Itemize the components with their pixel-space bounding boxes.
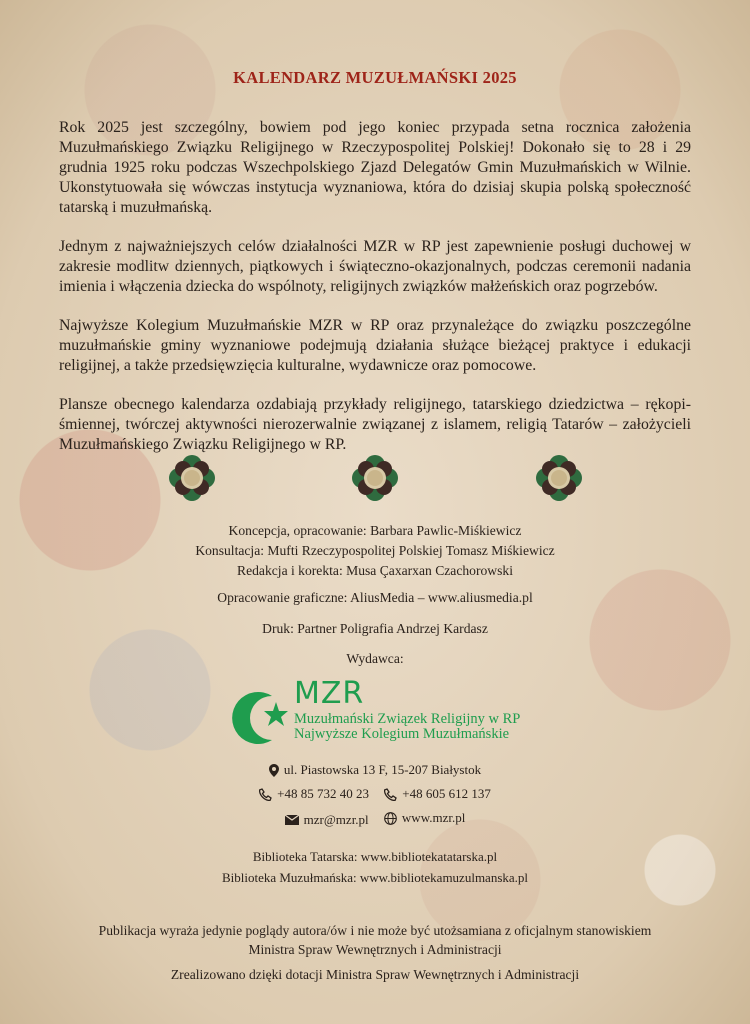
location-pin-icon — [269, 764, 279, 777]
phone-row — [0, 786, 750, 805]
disclaimer-line-2: Ministra Spraw Wewnętrznych i Administracji — [248, 942, 502, 957]
credit-graphics: Opracowanie graficzne: AliusMedia – www.aliusmedia.pl — [217, 590, 533, 605]
phone-1[interactable]: +48 85 732 40 23 — [277, 786, 369, 801]
library-muslim[interactable]: Biblioteka Muzułmańska: www.bibliotekamuzulmanska.pl — [221, 870, 529, 885]
intro-text — [59, 118, 691, 474]
online-row — [0, 810, 750, 829]
globe-icon — [384, 812, 397, 825]
page-title: KALENDARZ MUZUŁMAŃSKI 2025 — [233, 68, 517, 87]
credit-editing: Redakcja i korekta: Musa Çaxarxan Czachorowski — [237, 563, 513, 578]
intro-paragraph: Jednym z najważniejszych celów działalności MZR w RP jest zapewnienie posługi duchowej w zakresie modlitw dziennych, piątkowych i świąteczno-okazjonalnych, podczas ceremonii nadania imienia i włączenia dziecka do wspólnoty, religijnych związków małżeńskich oraz pogrzebów. — [59, 238, 691, 295]
intro-paragraph: Rok 2025 jest szczególny, bowiem pod jego koniec przypada setna rocznica założenia Muzułmańskiego Związku Religijnego w Rzeczypospolitej Polskiej! Dokonało się to 28 i 29 grudnia 1925 roku podczas Wszechpolskiego Zjazd Delegatów Gmin Muzułmańskich w Wilnie. Ukonstytuowała się wówczas instytucja wyznaniowa, która do dzisiaj skupia polską społeczność tatarską i muzułmańską. — [59, 119, 691, 216]
envelope-icon — [285, 815, 299, 825]
logo-line-2: Najwyższe Kolegium Muzułmańskie — [294, 726, 510, 742]
credit-consultation: Konsultacja: Mufti Rzeczypospolitej Polskiej Tomasz Miśkiewicz — [195, 543, 555, 558]
library-tatar[interactable]: Biblioteka Tatarska: www.bibliotekatatarska.pl — [252, 849, 498, 864]
phone-icon — [259, 788, 272, 801]
disclaimer — [0, 921, 750, 959]
disclaimer-line-1: Publikacja wyraża jedynie poglądy autora/ów i nie może być utożsamiana z oficjalnym stanowiskiem — [98, 923, 652, 938]
email-link[interactable]: mzr@mzr.pl — [303, 811, 369, 827]
website-link[interactable]: www.mzr.pl — [401, 810, 466, 825]
phone-2[interactable]: +48 605 612 137 — [402, 786, 491, 801]
ornament-row — [0, 455, 750, 501]
intro-paragraph: Plansze obecnego kalendarza ozdabiają przykłady religijnego, tatarskiego dziedzictwa – rękopiśmiennej, twórczej aktywności nierozerwalnie związanej z islamem, religią Tatarów – założycieli Muzułmańskiego Związku Religijnego w RP. — [59, 396, 691, 453]
address-text: ul. Piastowska 13 F, 15-207 Białystok — [283, 762, 482, 777]
logo-line-1: Muzułmański Związek Religijny w RP — [294, 711, 521, 727]
crescent-star-icon — [226, 682, 290, 746]
credit-concept: Koncepcja, opracowanie: Barbara Pawlic-Miśkiewicz — [228, 523, 522, 538]
floral-ornament-icon — [352, 455, 398, 501]
floral-ornament-icon — [169, 455, 215, 501]
logo-acronym: MZR — [294, 676, 365, 711]
credits-block — [0, 521, 750, 581]
floral-ornament-icon — [536, 455, 582, 501]
address-row — [0, 762, 750, 781]
publisher-label: Wydawca: — [346, 651, 404, 666]
credit-print: Druk: Partner Poligrafia Andrzej Kardasz — [262, 621, 488, 636]
mzr-logo — [226, 676, 546, 746]
phone-icon — [384, 788, 397, 801]
funding-note: Zrealizowano dzięki dotacji Ministra Spraw Wewnętrznych i Administracji — [170, 967, 580, 982]
intro-paragraph: Najwyższe Kolegium Muzułmańskie MZR w RP oraz przynależące do związku poszczególne muzułmańskie gminy wyznaniowe podejmują działania służące bieżącej praktyce i edukacji religijnej, a także przedsięwzięcia kulturalne, wydawnicze oraz pomocowe. — [59, 317, 691, 374]
